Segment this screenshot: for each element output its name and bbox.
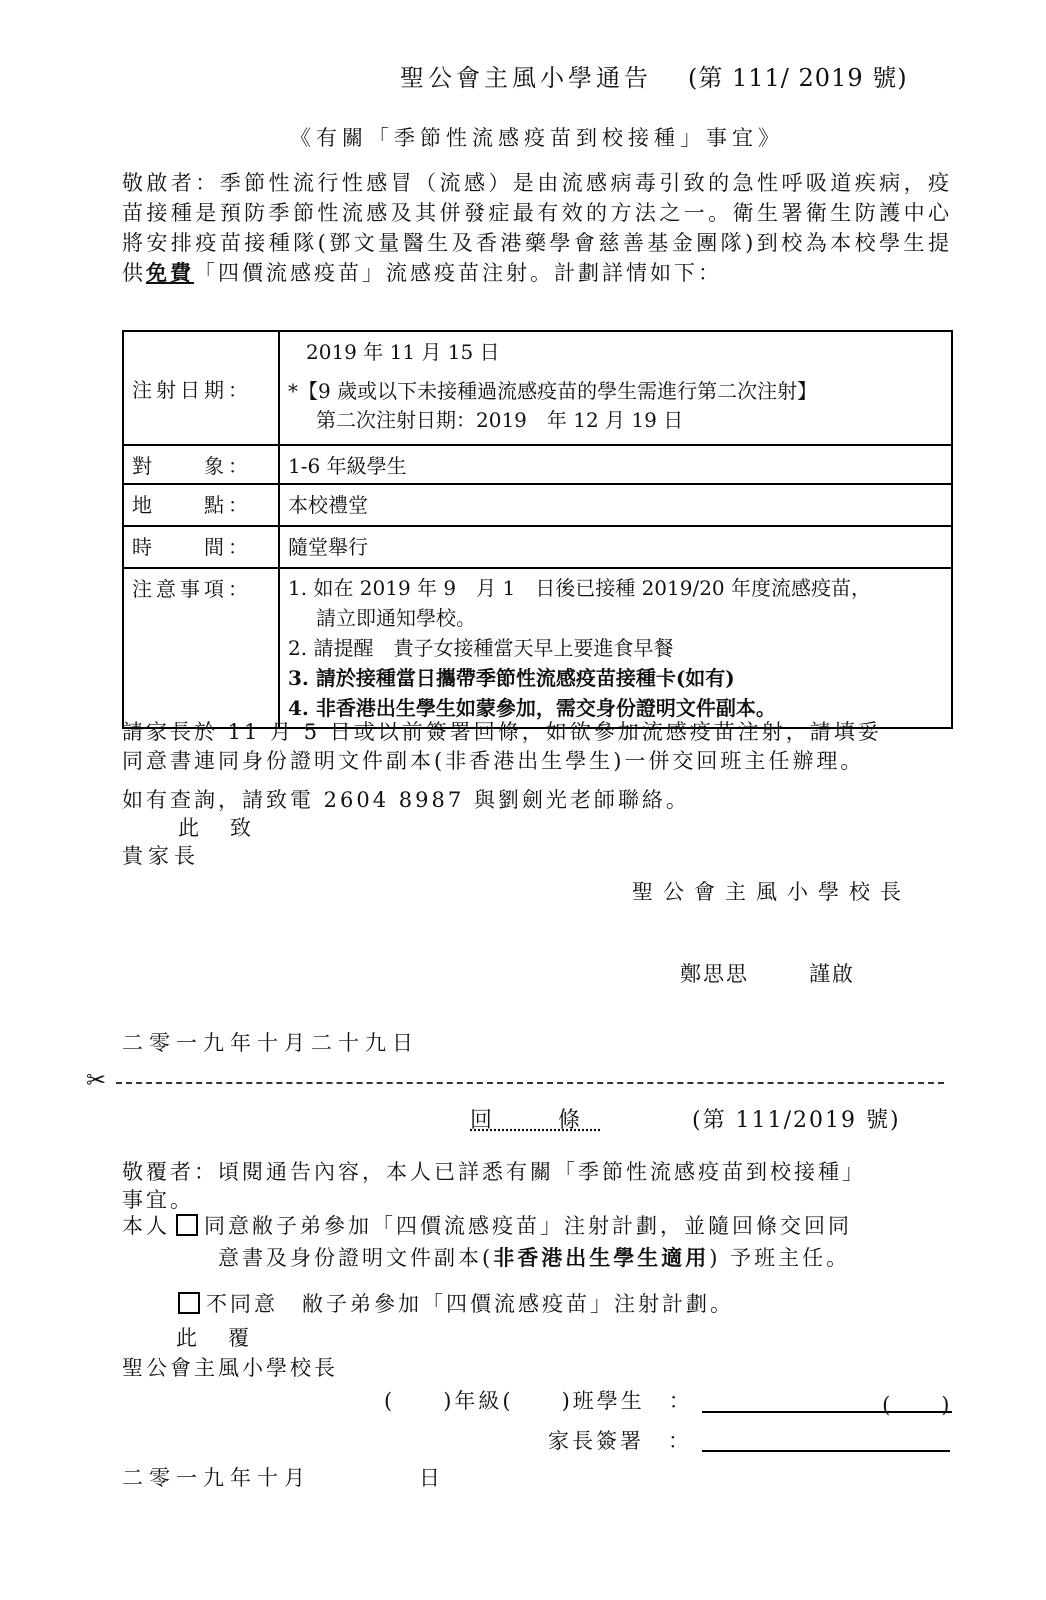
parent-sign-line	[548, 1425, 950, 1455]
parent-signature-field[interactable]	[702, 1428, 950, 1452]
option-disagree	[172, 1288, 734, 1318]
note-4: 4. 非香港出生學生如蒙參加，需交身份證明文件副本。	[288, 696, 776, 720]
target-label: 對 象：	[123, 445, 279, 484]
table-row-notes	[123, 568, 952, 728]
date-note: *【9 歲或以下未接種過流感疫苗的學生需進行第二次注射】	[288, 379, 818, 403]
signer-school: 聖公會主風小學校長	[632, 880, 911, 904]
table-row-time	[123, 526, 952, 568]
second-date: 第二次注射日期：2019 年 12 月 19 日	[316, 408, 684, 432]
note-2: 2. 請提醒 貴子女接種當天早上要進食早餐	[288, 636, 674, 660]
date-label: 注射日期：	[123, 331, 279, 445]
note-3: 3. 請於接種當日攜帶季節性流感疫苗接種卡(如有)	[288, 666, 735, 690]
intro-text-before: 敬啟者：季節性流行性感冒（流感）是由流感病毒引致的急性呼吸道疾病，疫苗接種是預防季節性流感及其併發症最有效的方法之一。衛生署衛生防護中心將安排疫苗接種隊(鄧文量醫生及香港藥學會慈善基金團隊)到校為本校學生提供	[122, 171, 952, 285]
intro-paragraph	[122, 168, 952, 288]
enquiry-line: 如有查詢，請致電 2604 8987 與劉劍光老師聯絡。	[122, 788, 690, 812]
table-row-place	[123, 484, 952, 526]
disagree-checkbox[interactable]	[178, 1292, 200, 1314]
closing-to: 此 致	[178, 816, 256, 840]
notice-title-text: 聖公會主風小學通告	[400, 64, 652, 92]
student-name-field[interactable]	[702, 1389, 953, 1417]
reply-deadline-line2: 同意書連同身份證明文件副本(非香港出生學生)一併交回班主任辦理。	[122, 749, 865, 773]
agree-cont-bold: 非香港出生學生適用	[493, 1245, 710, 1270]
note-1-cont: 請立即通知學校。	[316, 606, 476, 630]
agree-checkbox[interactable]	[176, 1214, 198, 1236]
agree-cont-before: 意書及身份證明文件副本(	[218, 1246, 494, 1270]
place-value: 本校禮堂	[279, 484, 952, 526]
student-line	[384, 1385, 952, 1415]
closing-parents: 貴家長	[122, 844, 200, 868]
agree-text: 同意敝子弟參加「四價流感疫苗」注射計劃，並隨回條交回同	[204, 1214, 852, 1238]
reply-deadline-line1: 請家長於 11 月 5 日或以前簽署回條，如欲參加流感疫苗注射，請填妥	[122, 720, 882, 744]
notice-title	[400, 58, 908, 93]
scissors-icon: ✂	[86, 1066, 107, 1094]
reply-line1: 敬覆者：頃閱通告內容，本人已詳悉有關「季節性流感疫苗到校接種」	[122, 1160, 866, 1184]
disagree-text: 不同意 敝子弟參加「四價流感疫苗」注射計劃。	[206, 1292, 734, 1316]
note-1: 1. 如在 2019 年 9 月 1 日後已接種 2019/20 年度流感疫苗，	[288, 576, 872, 600]
date-value: 2019 年 11 月 15 日	[306, 340, 500, 364]
parent-label: 家長簽署 ：	[548, 1429, 692, 1453]
notice-date: 二零一九年十月二十九日	[122, 1031, 419, 1055]
place-label: 地 點：	[123, 484, 279, 526]
reply-title-text: 回 條	[470, 1108, 603, 1133]
option-agree	[122, 1210, 852, 1274]
reply-date: 二零一九年十月 日	[122, 1466, 446, 1490]
intro-free-emphasis: 免費	[146, 260, 194, 285]
reply-number: (第 111/2019 號)	[692, 1108, 901, 1133]
reply-closing1: 此 覆	[176, 1326, 254, 1350]
table-row-target	[123, 445, 952, 484]
reply-line2: 事宜。	[122, 1188, 194, 1212]
intro-text-after: 「四價流感疫苗」流感疫苗注射。計劃詳情如下：	[194, 261, 722, 285]
notice-subtitle: 《有關「季節性流感疫苗到校接種」事宜》	[290, 126, 784, 150]
target-value: 1-6 年級學生	[279, 445, 952, 484]
table-row-date	[123, 331, 952, 445]
notes-label: 注意事項：	[123, 568, 279, 728]
date-cell	[279, 331, 952, 445]
signer-line	[680, 958, 855, 988]
reply-closing2: 聖公會主風小學校長	[122, 1356, 338, 1380]
cut-line	[86, 1066, 944, 1094]
time-value: 隨堂舉行	[279, 526, 952, 568]
reply-prefix: 本人	[122, 1214, 170, 1238]
reply-title	[470, 1103, 901, 1134]
vaccination-info-table	[122, 330, 953, 729]
agree-cont-after: ) 予班主任。	[709, 1246, 851, 1270]
signer-name: 鄭思思	[680, 962, 749, 986]
student-number-paren: ( )	[882, 1393, 953, 1417]
signer-respect: 謹啟	[809, 962, 855, 986]
student-label: ( )年級( )班學生 ：	[384, 1389, 693, 1413]
notice-number: (第 111/ 2019 號)	[688, 64, 908, 92]
dashed-divider	[116, 1082, 944, 1084]
time-label: 時 間：	[123, 526, 279, 568]
notes-cell	[279, 568, 952, 728]
